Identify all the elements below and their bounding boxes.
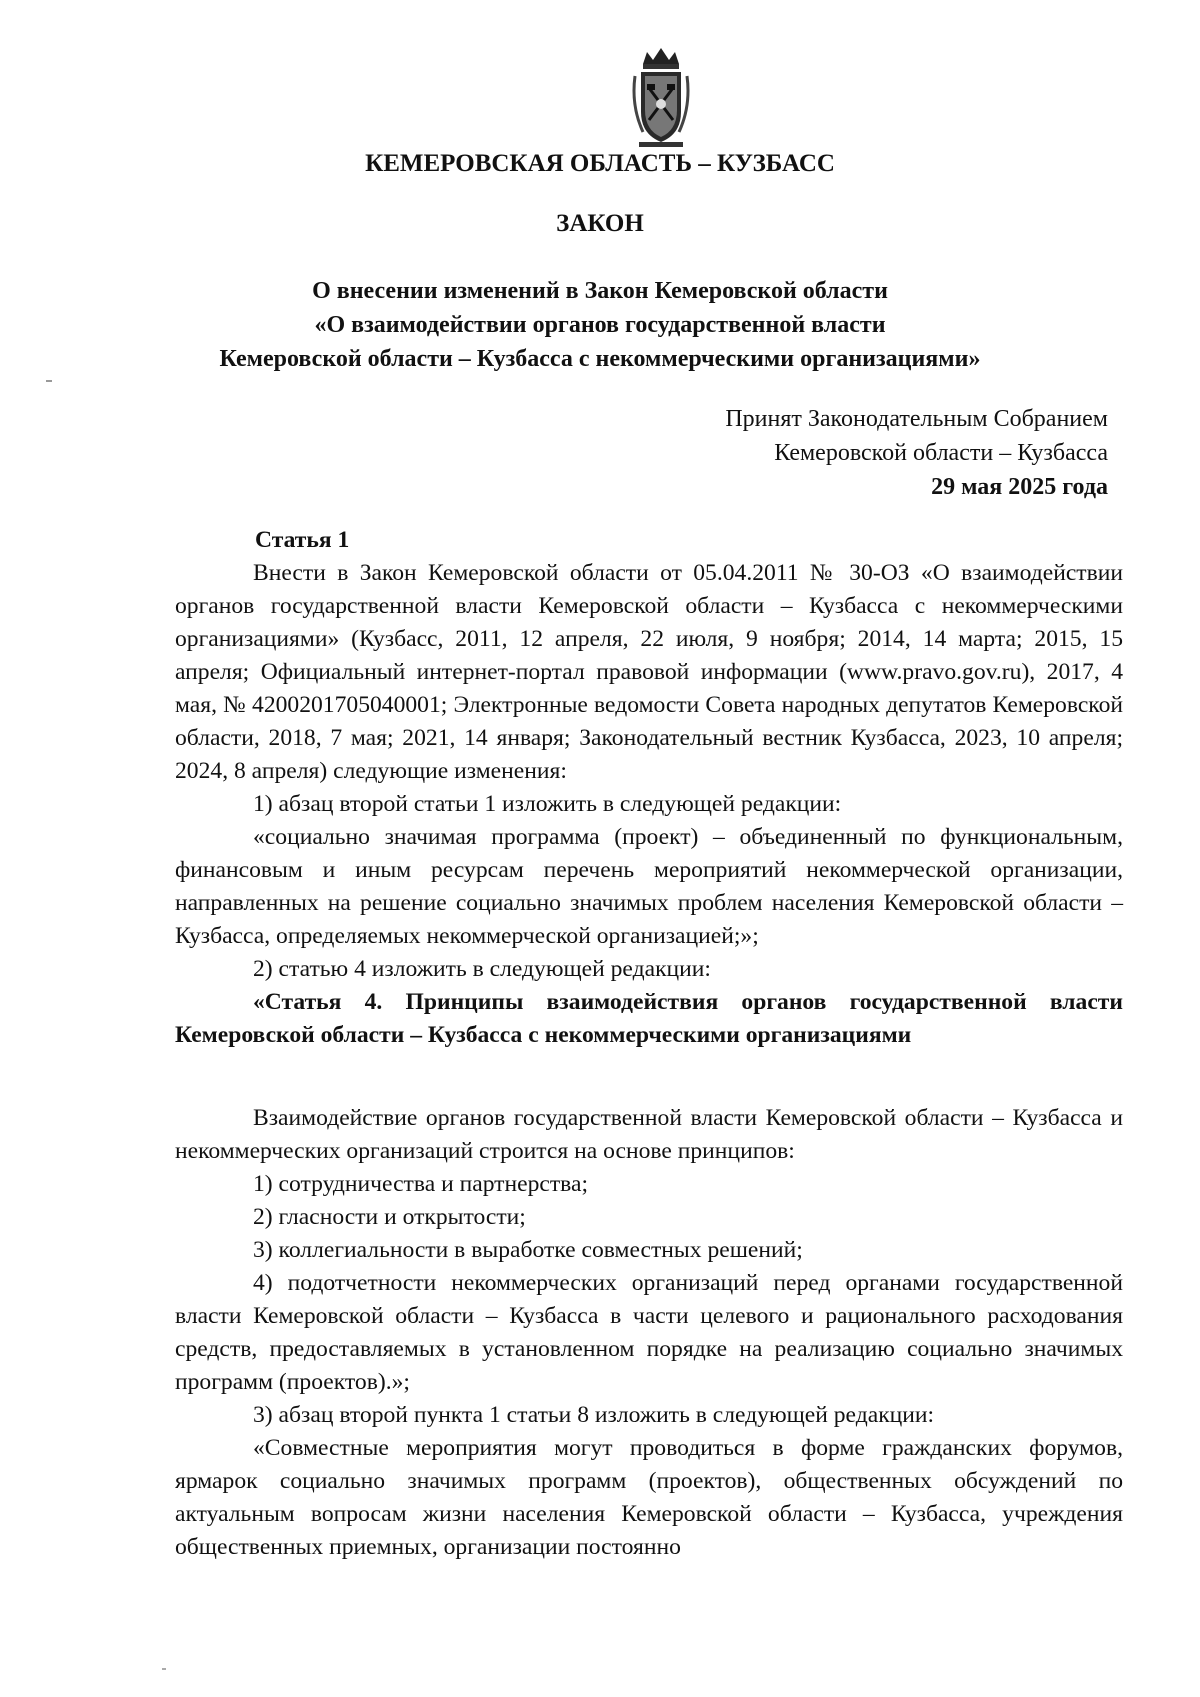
quoted-article-heading: «Статья 4. Принципы взаимодействия органов государственной власти Кемеровской области – Кузбасса с некоммерческими организациями — [175, 989, 1123, 1048]
document-type: ЗАКОН — [556, 210, 644, 237]
coat-of-arms-icon — [629, 46, 693, 150]
adoption-block — [725, 402, 1108, 504]
paragraph: «социально значимая программа (проект) – объединенный по функциональным, финансовым и иным ресурсам перечень мероприятий некоммерческой организации, направленных на решение социально значимых проблем населения Кемеровской области – Кузбасса, определяемых некоммерческой организацией;»; — [175, 824, 1123, 949]
paragraph: 2) статью 4 изложить в следующей редакции: — [253, 956, 711, 982]
document-body — [175, 524, 1123, 1564]
adoption-date: 29 мая 2025 года — [931, 474, 1108, 500]
adoption-line: Кемеровской области – Кузбасса — [774, 440, 1108, 466]
list-item: 2) гласности и открытости; — [253, 1204, 526, 1230]
law-title-line: Кемеровской области – Кузбасса с некоммерческими организациями» — [219, 346, 981, 372]
paragraph: «Совместные мероприятия могут проводиться в форме гражданских форумов, ярмарок социально значимых программ (проектов), общественных обсуждений по актуальным вопросам жизни населения Кемеровской области – Кузбасса, учреждения общественных приемных, организации постоянно — [175, 1435, 1123, 1560]
region-name: КЕМЕРОВСКАЯ ОБЛАСТЬ – КУЗБАСС — [365, 150, 835, 177]
spacer — [175, 1052, 1123, 1102]
law-title-line: О внесении изменений в Закон Кемеровской области — [312, 278, 888, 304]
adoption-line: Принят Законодательным Собранием — [725, 406, 1108, 432]
law-title — [0, 274, 1200, 376]
paragraph: 1) абзац второй статьи 1 изложить в следующей редакции: — [253, 791, 842, 817]
scan-artifact — [162, 1668, 166, 1670]
list-item: 4) подотчетности некоммерческих организаций перед органами государственной власти Кемеровской области – Кузбасса в части целевого и рационального расходования средств, предоставляемых в установленном порядке на реализацию социально значимых программ (проектов).»; — [175, 1270, 1123, 1395]
list-item: 1) сотрудничества и партнерства; — [253, 1171, 589, 1197]
law-title-line: «О взаимодействии органов государственной власти — [314, 312, 886, 338]
list-item: 3) коллегиальности в выработке совместных решений; — [253, 1237, 803, 1263]
paragraph: Внести в Закон Кемеровской области от 05.04.2011 № 30-ОЗ «О взаимодействии органов государственной власти Кемеровской области – Кузбасса с некоммерческими организациями» (Кузбасс, 2011, 12 апреля, 22 июля, 9 ноября; 2014, 14 марта; 2015, 15 апреля; Официальный интернет-портал правовой информации (www.pravo.gov.ru), 2017, 4 мая, № 4200201705040001; Электронные ведомости Совета народных депутатов Кемеровской области, 2018, 7 мая; 2021, 14 января; Законодательный вестник Кузбасса, 2023, 10 апреля; 2024, 8 апреля) следующие изменения: — [175, 560, 1123, 784]
paragraph: 3) абзац второй пункта 1 статьи 8 изложить в следующей редакции: — [253, 1402, 935, 1428]
scan-artifact — [46, 380, 52, 382]
article-heading: Статья 1 — [255, 527, 350, 553]
paragraph: Взаимодействие органов государственной власти Кемеровской области – Кузбасса и некоммерческих организаций строится на основе принципов: — [175, 1105, 1123, 1164]
